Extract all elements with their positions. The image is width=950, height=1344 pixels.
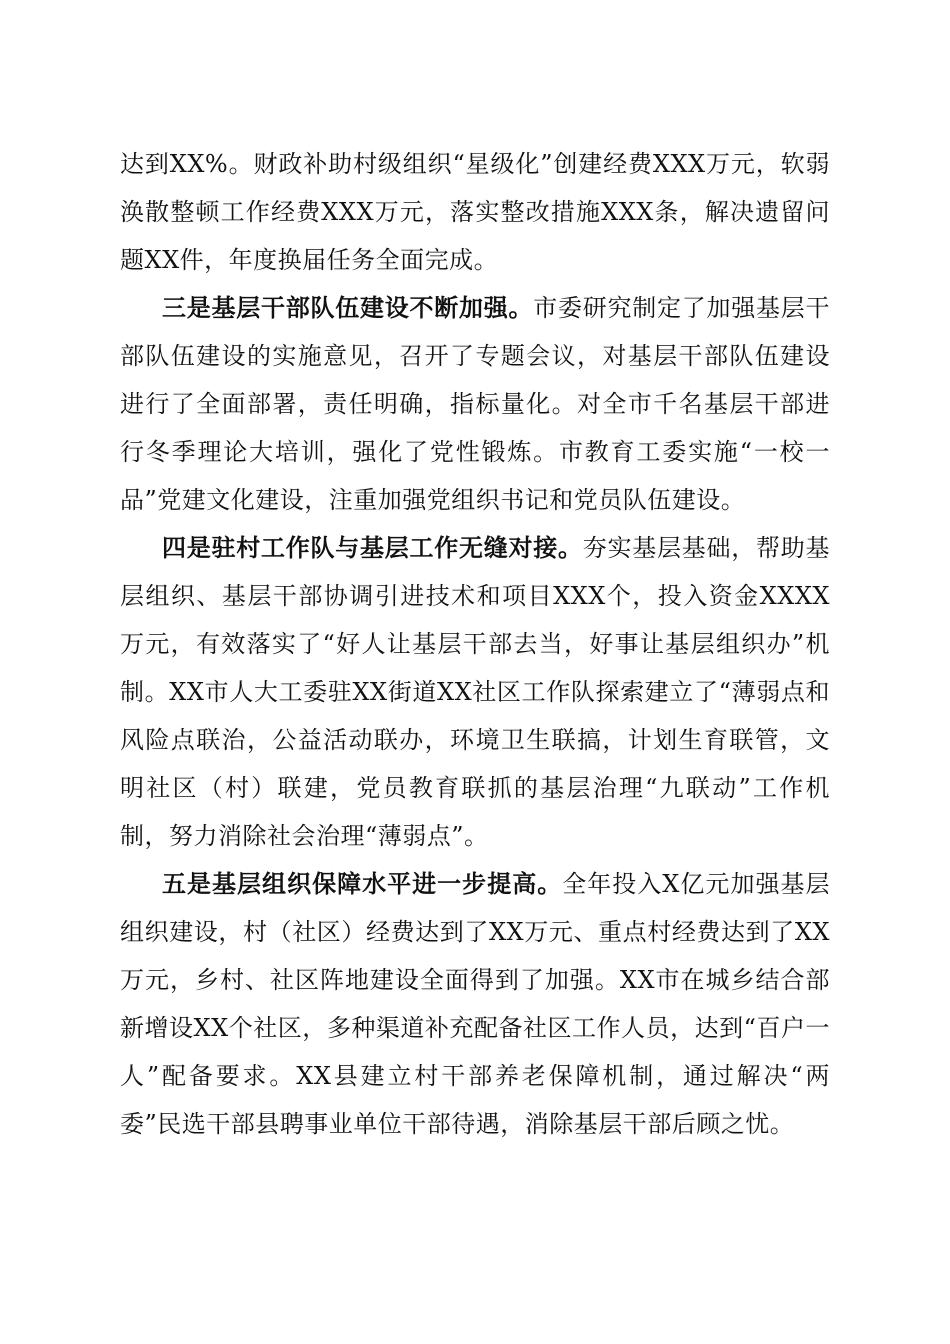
paragraph-village-work-team	[120, 524, 830, 860]
paragraph-body: 市委研究制定了加强基层干部队伍建设的实施意见，召开了专题会议，对基层干部队伍建设进行了全面部署，责任明确，指标量化。对全市千名基层干部进行冬季理论大培训，强化了党性锻炼。市教育工委实施“一校一品”党建文化建设，注重加强党组织书记和党员队伍建设。	[120, 294, 830, 514]
paragraph-heading: 五是基层组织保障水平进一步提高。	[162, 869, 563, 898]
document-page	[120, 140, 830, 1148]
paragraph-continued	[120, 140, 830, 284]
paragraph-organization-guarantee	[120, 860, 830, 1148]
paragraph-cadre-team	[120, 284, 830, 524]
paragraph-heading: 三是基层干部队伍建设不断加强。	[162, 293, 534, 322]
paragraph-body: 全年投入X亿元加强基层组织建设，村（社区）经费达到了XX万元、重点村经费达到了XX万元，乡村、社区阵地建设全面得到了加强。XX市在城乡结合部新增设XX个社区，多种渠道补充配备社区工作人员，达到“百户一人”配备要求。XX县建立村干部养老保障机制，通过解决“两委”民选干部县聘事业单位干部待遇，消除基层干部后顾之忧。	[120, 870, 830, 1138]
paragraph-heading: 四是驻村工作队与基层工作无缝对接。	[162, 533, 583, 562]
paragraph-body: 夯实基层基础，帮助基层组织、基层干部协调引进技术和项目XXX个，投入资金XXXX万元，有效落实了“好人让基层干部去当，好事让基层组织办”机制。XX市人大工委驻XX街道XX社区工作队探索建立了“薄弱点和风险点联治，公益活动联办，环境卫生联搞，计划生育联管，文明社区（村）联建，党员教育联抓的基层治理“九联动”工作机制，努力消除社会治理“薄弱点”。	[120, 534, 830, 850]
paragraph-body: 达到XX%。财政补助村级组织“星级化”创建经费XXX万元，软弱涣散整顿工作经费XXX万元，落实整改措施XXX条，解决遗留问题XX件，年度换届任务全面完成。	[120, 150, 830, 274]
